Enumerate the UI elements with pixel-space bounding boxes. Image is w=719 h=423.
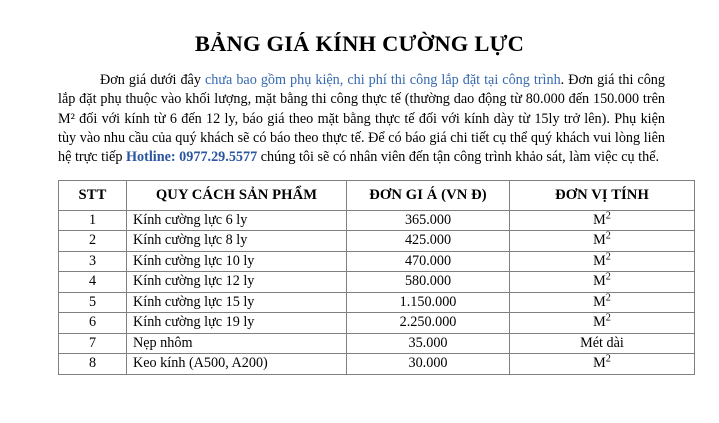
hotline-text[interactable]: Hotline: 0977.29.5577	[125, 149, 258, 166]
price-table-container	[0, 168, 719, 375]
cell-price: 30.000	[347, 354, 510, 375]
cell-product: Kính cường lực 12 ly	[127, 272, 347, 293]
cell-product: Keo kính (A500, A200)	[127, 354, 347, 375]
cell-product: Kính cường lực 19 ly	[127, 313, 347, 334]
page-title: BẢNG GIÁ KÍNH CƯỜNG LỰC	[194, 31, 525, 56]
cell-stt: 2	[59, 231, 127, 252]
cell-stt: 4	[59, 272, 127, 293]
table-header-row	[59, 180, 695, 210]
cell-stt: 7	[59, 333, 127, 354]
cell-stt: 5	[59, 292, 127, 313]
intro-highlight-blue: chưa bao gồm phụ kiện, chi phí thi công lắp đặt tại công trình	[204, 71, 561, 88]
header-product: QUY CÁCH SẢN PHẨM	[127, 180, 347, 210]
cell-unit: $M^2$	[510, 272, 695, 293]
intro-text-part2: . Đơn giá thi công lắp đặt phụ thuộc vào khối lượng, mặt bằng thi công thực tế (thường dao động từ 80.000 đến 150.000 trên M² đối với kính từ 6 đến 12 ly, báo giá theo mặt bằng thực tế đối với kính dày từ 15ly trở lên). Phụ kiện tùy vào nhu cầu của quý khách sẽ có báo theo thực tế. Để có báo giá chi tiết cụ thể quý khách vui lòng liên hệ trực tiếp	[58, 71, 665, 166]
cell-unit: $M^2$	[510, 313, 695, 334]
cell-price: 365.000	[347, 210, 510, 231]
cell-product: Kính cường lực 8 ly	[127, 231, 347, 252]
intro-paragraph	[0, 57, 719, 168]
cell-stt: 3	[59, 251, 127, 272]
cell-unit: Mét dài	[510, 333, 695, 354]
cell-stt: 8	[59, 354, 127, 375]
cell-stt: 1	[59, 210, 127, 231]
cell-product: Kính cường lực 6 ly	[127, 210, 347, 231]
cell-product: Nẹp nhôm	[127, 333, 347, 354]
cell-product: Kính cường lực 15 ly	[127, 292, 347, 313]
cell-price: 1.150.000	[347, 292, 510, 313]
cell-price: 425.000	[347, 231, 510, 252]
header-unit: ĐƠN VỊ TÍNH	[510, 180, 695, 210]
intro-text-part3: chúng tôi sẽ có nhân viên đến tận công trình khảo sát, làm việc cụ thể.	[257, 149, 660, 166]
table-row	[59, 272, 695, 293]
cell-unit: $M^2$	[510, 210, 695, 231]
price-table	[58, 180, 695, 375]
cell-unit: $M^2$	[510, 251, 695, 272]
cell-price: 35.000	[347, 333, 510, 354]
table-row	[59, 292, 695, 313]
table-row	[59, 333, 695, 354]
header-price: ĐƠN GI Á (VN Đ)	[347, 180, 510, 210]
header-stt: STT	[59, 180, 127, 210]
price-table-body	[59, 210, 695, 374]
cell-price: 470.000	[347, 251, 510, 272]
cell-price: 2.250.000	[347, 313, 510, 334]
price-table-head	[59, 180, 695, 210]
table-row	[59, 313, 695, 334]
cell-unit: $M^2$	[510, 292, 695, 313]
table-row	[59, 231, 695, 252]
table-row	[59, 251, 695, 272]
cell-product: Kính cường lực 10 ly	[127, 251, 347, 272]
cell-stt: 6	[59, 313, 127, 334]
cell-unit: $M^2$	[510, 354, 695, 375]
cell-unit: $M^2$	[510, 231, 695, 252]
table-row	[59, 210, 695, 231]
intro-text-part1: Đơn giá dưới đây	[100, 71, 205, 88]
table-row	[59, 354, 695, 375]
cell-price: 580.000	[347, 272, 510, 293]
